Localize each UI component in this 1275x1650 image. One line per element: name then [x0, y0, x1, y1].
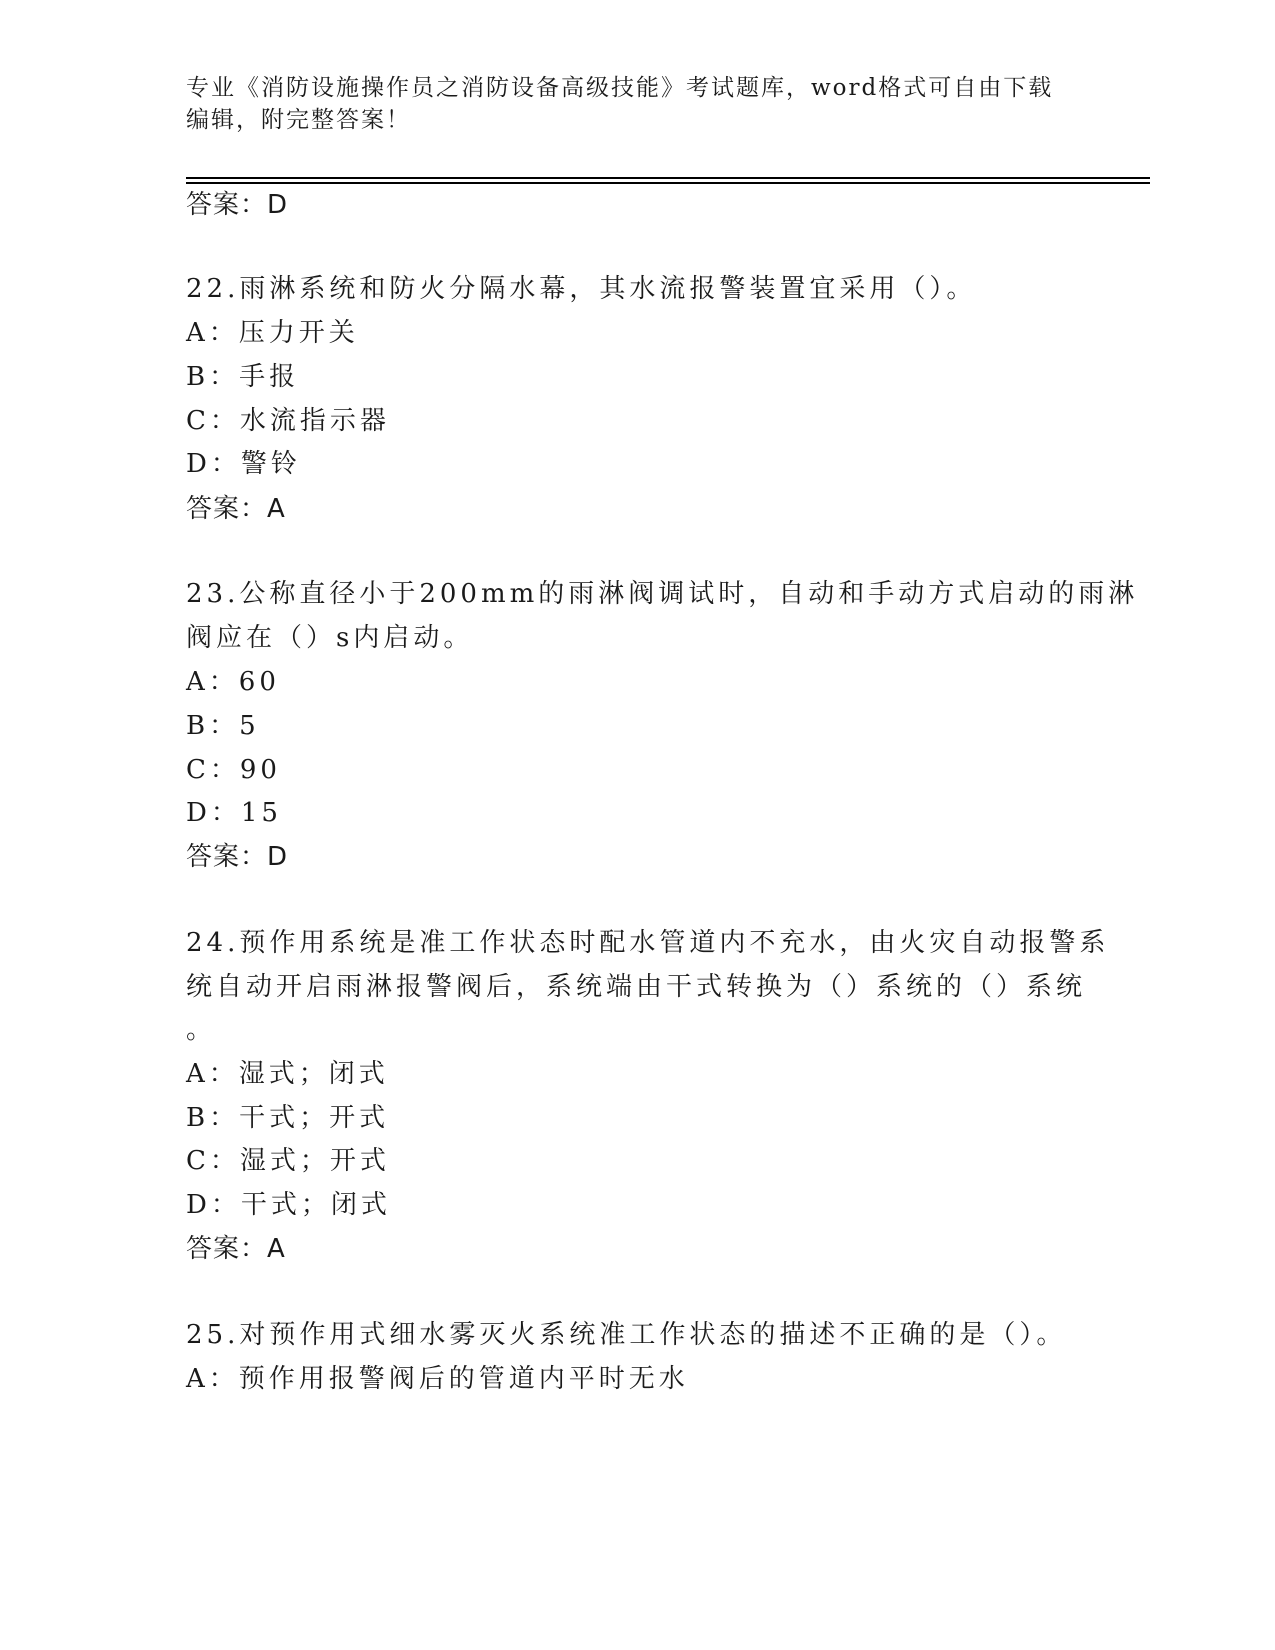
question-24-answer: 答案：A — [186, 1234, 286, 1264]
question-23-answer: 答案：D — [186, 842, 289, 872]
header-rule-top — [186, 177, 1150, 179]
question-24-option-c: C：湿式；开式 — [186, 1146, 390, 1176]
question-22-option-c: C：水流指示器 — [186, 406, 390, 436]
question-22-option-a: A：压力开关 — [186, 318, 359, 348]
question-24-option-b: B：干式；开式 — [186, 1103, 390, 1133]
question-23-stem-line-2: 阀应在（）s内启动。 — [186, 623, 474, 653]
previous-answer: 答案：D — [186, 190, 289, 220]
question-23-option-b: B：5 — [186, 711, 260, 741]
question-25-stem: 25.对预作用式细水雾灭火系统准工作状态的描述不正确的是（）。 — [186, 1320, 1067, 1350]
question-25-option-a: A：预作用报警阀后的管道内平时无水 — [186, 1364, 689, 1394]
question-23-option-d: D：15 — [186, 798, 282, 828]
question-22-option-d: D：警铃 — [186, 449, 301, 479]
question-24-option-a: A：湿式；闭式 — [186, 1059, 389, 1089]
header-rule-bottom — [186, 182, 1150, 184]
question-23-stem-line-1: 23.公称直径小于200mm的雨淋阀调试时，自动和手动方式启动的雨淋 — [186, 579, 1139, 609]
question-22-stem: 22.雨淋系统和防火分隔水幕，其水流报警装置宜采用（）。 — [186, 274, 977, 304]
question-23-option-a: A：60 — [186, 667, 280, 697]
question-24-stem-line-3: 。 — [186, 1015, 217, 1045]
question-24-option-d: D：干式；闭式 — [186, 1190, 391, 1220]
question-24-stem-line-1: 24.预作用系统是准工作状态时配水管道内不充水，由火灾自动报警系 — [186, 928, 1110, 958]
document-header: 专业《消防设施操作员之消防设备高级技能》考试题库，word格式可自由下载编辑，附完整答案！ — [186, 75, 1054, 133]
question-23-option-c: C：90 — [186, 755, 281, 785]
question-24-stem-line-2: 统自动开启雨淋报警阀后，系统端由干式转换为（）系统的（）系统 — [186, 972, 1087, 1002]
question-22-answer: 答案：A — [186, 494, 286, 524]
question-22-option-b: B：手报 — [186, 362, 300, 392]
